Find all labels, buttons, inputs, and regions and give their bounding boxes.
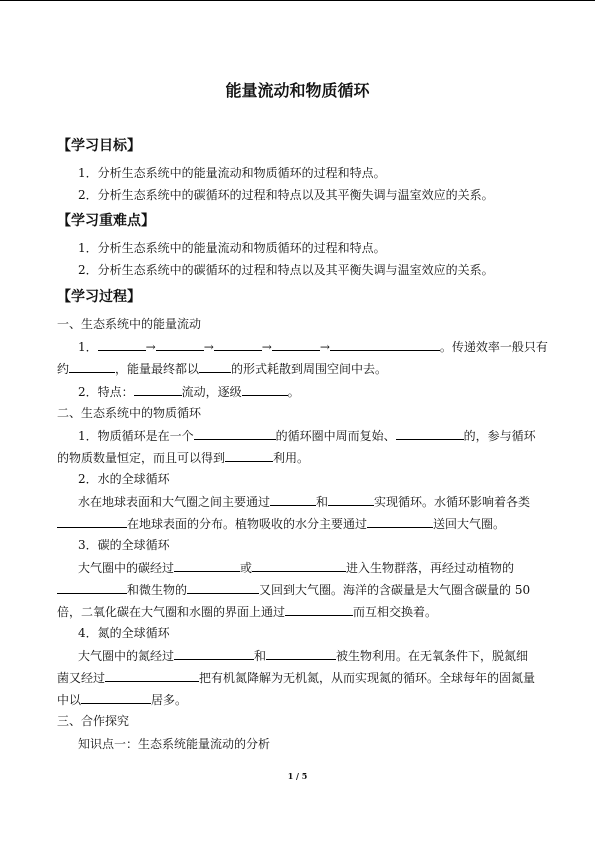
knowledge-point-1: 知识点一：生态系统能量流动的分析: [78, 737, 271, 751]
energy-flow-line-1: 1． → → → → 。传递效率一般只有: [78, 340, 548, 354]
blank: [81, 692, 151, 704]
page-number: 1 / 5: [287, 771, 308, 781]
nitrogen-cycle-line-2: 菌又经过 把有机氮降解为无机氮，从而实现氮的循环。全球每年的固氮量: [57, 671, 536, 685]
nitrogen-cycle-title: 4．氮的全球循环: [78, 626, 170, 640]
material-cycle-line-2: 的物质数量恒定，而且可以得到 利用。: [57, 451, 310, 465]
top-border: [0, 0, 595, 1]
material-cycle-title: 二、生态系统中的物质循环: [57, 406, 202, 420]
water-cycle-line-1: 水在地球表面和大气圈之间主要通过 和 实现循环。水循环影响着各类: [78, 495, 531, 509]
blank: [285, 604, 353, 616]
blank: [396, 428, 464, 440]
key-point-1: 1．分析生态系统中的能量流动和物质循环的过程和特点。: [78, 241, 386, 255]
blank: [272, 339, 320, 351]
carbon-cycle-title: 3．碳的全球循环: [78, 538, 170, 552]
carbon-cycle-line-1: 大气圈中的碳经过 或 进入生物群落，再经过动植物的: [78, 561, 515, 575]
objective-2: 2．分析生态系统中的碳循环的过程和特点以及其平衡失调与温室效应的关系。: [78, 188, 494, 202]
blank: [174, 648, 254, 660]
blank: [266, 648, 336, 660]
blank: [242, 384, 288, 396]
blank: [156, 339, 204, 351]
objective-1: 1．分析生态系统中的能量流动和物质循环的过程和特点。: [78, 166, 386, 180]
key-point-2: 2．分析生态系统中的碳循环的过程和特点以及其平衡失调与温室效应的关系。: [78, 263, 494, 277]
cooperation-title: 三、合作探究: [57, 714, 130, 728]
blank: [199, 361, 231, 373]
blank: [252, 560, 346, 572]
process-heading: 【学习过程】: [57, 289, 141, 305]
blank: [328, 494, 374, 506]
key-points-heading: 【学习重难点】: [57, 213, 155, 229]
blank: [174, 560, 240, 572]
blank: [57, 582, 127, 594]
energy-flow-title: 一、生态系统中的能量流动: [57, 317, 202, 331]
blank: [194, 428, 276, 440]
blank: [330, 339, 440, 351]
blank: [98, 339, 146, 351]
carbon-cycle-line-3: 倍，二氧化碳在大气圈和水圈的界面上通过 而互相交换着。: [57, 605, 438, 619]
material-cycle-line-1: 1．物质循环是在一个 的循环圈中周而复始、 的，参与循环: [78, 429, 536, 443]
energy-flow-line-3: 2．特点： 流动，逐级 。: [78, 385, 300, 399]
blank: [105, 670, 199, 682]
blank: [134, 384, 182, 396]
blank: [187, 582, 259, 594]
blank: [57, 516, 127, 528]
objectives-heading: 【学习目标】: [57, 138, 141, 154]
carbon-cycle-line-2: 和微生物的 又回到大气圈。海洋的含碳量是大气圈含碳量的 50: [57, 582, 530, 597]
blank: [214, 339, 262, 351]
nitrogen-cycle-line-1: 大气圈中的氮经过 和 被生物利用。在无氧条件下，脱氮细: [78, 649, 529, 663]
water-cycle-line-2: 在地球表面的分布。植物吸收的水分主要通过 送回大气圈。: [57, 516, 505, 531]
page-title: 能量流动和物质循环: [225, 81, 370, 100]
blank: [367, 516, 433, 528]
blank: [69, 361, 115, 373]
water-cycle-title: 2．水的全球循环: [78, 472, 170, 486]
blank: [270, 494, 316, 506]
blank: [225, 450, 273, 462]
energy-flow-line-2: 约 ，能量最终都以 的形式耗散到周围空间中去。: [57, 362, 388, 376]
nitrogen-cycle-line-3: 中以 居多。: [57, 693, 188, 707]
